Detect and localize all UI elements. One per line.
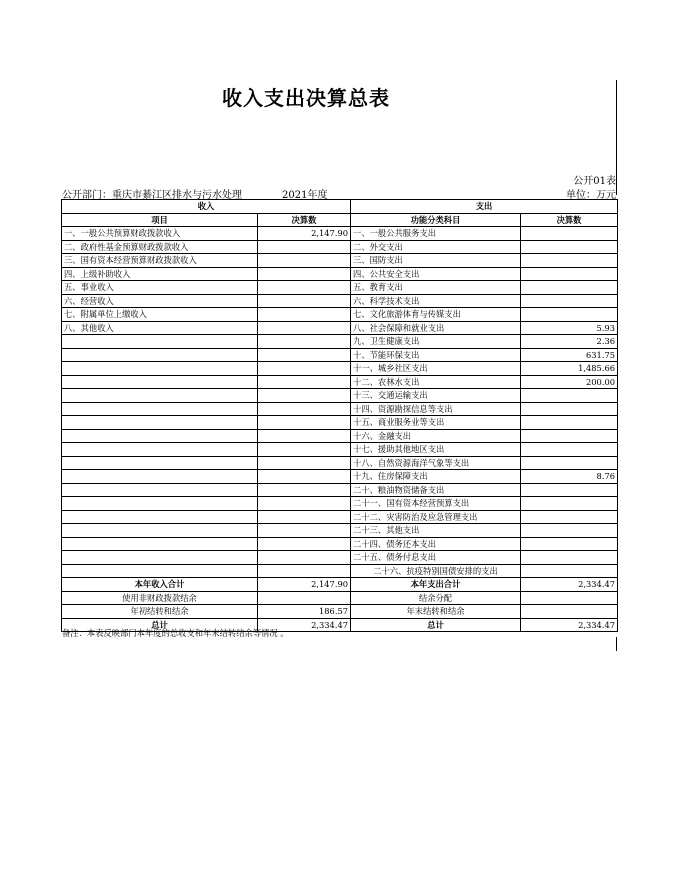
- total-row: [62, 591, 618, 605]
- total-expense-label: 年末结转和结余: [351, 605, 521, 619]
- unit-label: 单位：万元: [566, 190, 616, 201]
- expense-amount: [521, 281, 618, 295]
- expense-amount: [521, 402, 618, 416]
- item-header: 项目: [62, 213, 258, 227]
- form-number: 公开01表: [573, 176, 616, 187]
- column-header-row: [62, 213, 618, 227]
- total-expense-label: 结余分配: [351, 591, 521, 605]
- expense-item: 一、一般公共服务支出: [351, 227, 521, 241]
- income-amount: [258, 348, 351, 362]
- expense-item: 十、节能环保支出: [351, 348, 521, 362]
- income-item: [62, 456, 258, 470]
- expense-amount: [521, 429, 618, 443]
- expense-item: 五、教育支出: [351, 281, 521, 295]
- expense-item: 四、公共安全支出: [351, 267, 521, 281]
- table-row: [62, 564, 618, 578]
- total-income-label: 本年收入合计: [62, 578, 258, 592]
- income-amount: [258, 375, 351, 389]
- income-amount: [258, 510, 351, 524]
- right-margin-line: [616, 80, 617, 195]
- table-row: [62, 375, 618, 389]
- expense-item: 二十六、抗疫特别国债安排的支出: [351, 564, 521, 578]
- income-item: 四、上级补助收入: [62, 267, 258, 281]
- table-row: [62, 348, 618, 362]
- table-row: [62, 443, 618, 457]
- expense-item: 二十、粮油物资储备支出: [351, 483, 521, 497]
- expense-item: 十四、资源勘探信息等支出: [351, 402, 521, 416]
- total-row: [62, 605, 618, 619]
- total-income-amount: 2,334.47: [258, 618, 351, 632]
- func-header: 功能分类科目: [351, 213, 521, 227]
- income-item: 二、政府性基金预算财政拨款收入: [62, 240, 258, 254]
- expense-amount: [521, 308, 618, 322]
- income-item: 一、一般公共预算财政拨款收入: [62, 227, 258, 241]
- income-amount: [258, 483, 351, 497]
- page-title: 收入支出决算总表: [222, 86, 390, 110]
- expense-item: 十七、援助其他地区支出: [351, 443, 521, 457]
- department-label: 公开部门：重庆市綦江区排水与污水处理: [62, 190, 242, 201]
- expense-item: 十六、金融支出: [351, 429, 521, 443]
- total-expense-amount: [521, 605, 618, 619]
- table-row: [62, 362, 618, 376]
- total-income-amount: [258, 591, 351, 605]
- income-header: 收入: [62, 200, 351, 214]
- table-row: [62, 524, 618, 538]
- expense-amount: 631.75: [521, 348, 618, 362]
- total-income-amount: 186.57: [258, 605, 351, 619]
- expense-item: 六、科学技术支出: [351, 294, 521, 308]
- income-item: 五、事业收入: [62, 281, 258, 295]
- income-amount: [258, 389, 351, 403]
- income-amount: [258, 281, 351, 295]
- income-amount: [258, 456, 351, 470]
- table-row: [62, 456, 618, 470]
- income-item: [62, 551, 258, 565]
- expense-amount: [521, 389, 618, 403]
- expense-amount: [521, 416, 618, 430]
- income-item: [62, 362, 258, 376]
- table-row: [62, 429, 618, 443]
- income-amount: [258, 294, 351, 308]
- year-label: 2021年度: [282, 190, 328, 201]
- table-row: [62, 294, 618, 308]
- income-amount: [258, 308, 351, 322]
- income-amount: [258, 362, 351, 376]
- income-item: [62, 483, 258, 497]
- expense-item: 十九、住房保障支出: [351, 470, 521, 484]
- expense-amount: [521, 510, 618, 524]
- table-row: [62, 510, 618, 524]
- income-amount: [258, 402, 351, 416]
- income-amount: [258, 321, 351, 335]
- table-row: [62, 551, 618, 565]
- table-row: [62, 483, 618, 497]
- total-row: [62, 578, 618, 592]
- expense-header: 支出: [351, 200, 618, 214]
- table-row: [62, 254, 618, 268]
- income-amount: [258, 335, 351, 349]
- expense-item: 八、社会保障和就业支出: [351, 321, 521, 335]
- income-item: [62, 429, 258, 443]
- income-item: [62, 335, 258, 349]
- total-income-label: 总计: [62, 618, 258, 632]
- total-expense-amount: [521, 591, 618, 605]
- table-row: [62, 227, 618, 241]
- income-item: [62, 402, 258, 416]
- expense-item: 二十一、国有资本经营预算支出: [351, 497, 521, 511]
- meta-row: [62, 186, 616, 201]
- total-expense-label: 总计: [351, 618, 521, 632]
- expense-amount: [521, 443, 618, 457]
- expense-item: 二、外交支出: [351, 240, 521, 254]
- table-row: [62, 389, 618, 403]
- section-header-row: [62, 200, 618, 214]
- income-item: 七、附属单位上缴收入: [62, 308, 258, 322]
- expense-item: 二十四、债务还本支出: [351, 537, 521, 551]
- expense-item: 七、文化旅游体育与传媒支出: [351, 308, 521, 322]
- expense-item: 十八、自然资源海洋气象等支出: [351, 456, 521, 470]
- income-item: [62, 470, 258, 484]
- expense-amount: [521, 267, 618, 281]
- expense-item: 二十五、债务付息支出: [351, 551, 521, 565]
- expense-amount: 2.36: [521, 335, 618, 349]
- income-item: 三、国有资本经营预算财政拨款收入: [62, 254, 258, 268]
- table-row: [62, 267, 618, 281]
- expense-item: 十五、商业服务业等支出: [351, 416, 521, 430]
- income-amount: 2,147.90: [258, 227, 351, 241]
- expense-item: 三、国防支出: [351, 254, 521, 268]
- total-income-label: 年初结转和结余: [62, 605, 258, 619]
- expense-amount: [521, 483, 618, 497]
- expense-item: 十三、交通运输支出: [351, 389, 521, 403]
- expense-amount: [521, 497, 618, 511]
- total-income-label: 使用非财政拨款结余: [62, 591, 258, 605]
- income-amount: [258, 497, 351, 511]
- income-item: 六、经营收入: [62, 294, 258, 308]
- income-expense-table: [61, 199, 618, 632]
- expense-amount: [521, 294, 618, 308]
- expense-amount: 5.93: [521, 321, 618, 335]
- income-amount: [258, 240, 351, 254]
- amount-header: 决算数: [258, 213, 351, 227]
- expense-amount: [521, 254, 618, 268]
- amount2-header: 决算数: [521, 213, 618, 227]
- table-row: [62, 281, 618, 295]
- table-row: [62, 335, 618, 349]
- income-item: [62, 510, 258, 524]
- expense-item: 九、卫生健康支出: [351, 335, 521, 349]
- expense-amount: [521, 564, 618, 578]
- income-item: [62, 389, 258, 403]
- expense-amount: 200.00: [521, 375, 618, 389]
- total-expense-label: 本年支出合计: [351, 578, 521, 592]
- expense-amount: [521, 240, 618, 254]
- expense-item: 二十二、灾害防治及应急管理支出: [351, 510, 521, 524]
- total-expense-amount: 2,334.47: [521, 618, 618, 632]
- footnote: 备注：本表反映部门本年度的总收支和年末结转结余等情况 。: [62, 628, 289, 638]
- table-row: [62, 537, 618, 551]
- expense-amount: [521, 537, 618, 551]
- right-margin-line-lower: [616, 637, 617, 651]
- expense-amount: [521, 524, 618, 538]
- income-amount: [258, 254, 351, 268]
- expense-amount: 8.76: [521, 470, 618, 484]
- table-row: [62, 240, 618, 254]
- income-amount: [258, 416, 351, 430]
- income-amount: [258, 524, 351, 538]
- income-item: 八、其他收入: [62, 321, 258, 335]
- income-item: [62, 348, 258, 362]
- income-item: [62, 564, 258, 578]
- expense-amount: [521, 456, 618, 470]
- income-amount: [258, 470, 351, 484]
- expense-amount: [521, 227, 618, 241]
- table-row: [62, 470, 618, 484]
- table-row: [62, 321, 618, 335]
- income-item: [62, 416, 258, 430]
- expense-item: 十一、城乡社区支出: [351, 362, 521, 376]
- expense-amount: 1,485.66: [521, 362, 618, 376]
- income-item: [62, 537, 258, 551]
- expense-amount: [521, 551, 618, 565]
- table-row: [62, 416, 618, 430]
- total-income-amount: 2,147.90: [258, 578, 351, 592]
- total-expense-amount: 2,334.47: [521, 578, 618, 592]
- table-row: [62, 497, 618, 511]
- income-item: [62, 524, 258, 538]
- income-amount: [258, 443, 351, 457]
- income-amount: [258, 267, 351, 281]
- income-item: [62, 443, 258, 457]
- income-amount: [258, 564, 351, 578]
- income-amount: [258, 551, 351, 565]
- expense-item: 二十三、其他支出: [351, 524, 521, 538]
- income-amount: [258, 429, 351, 443]
- income-item: [62, 497, 258, 511]
- table-row: [62, 402, 618, 416]
- income-item: [62, 375, 258, 389]
- income-amount: [258, 537, 351, 551]
- expense-item: 十二、农林水支出: [351, 375, 521, 389]
- table-row: [62, 308, 618, 322]
